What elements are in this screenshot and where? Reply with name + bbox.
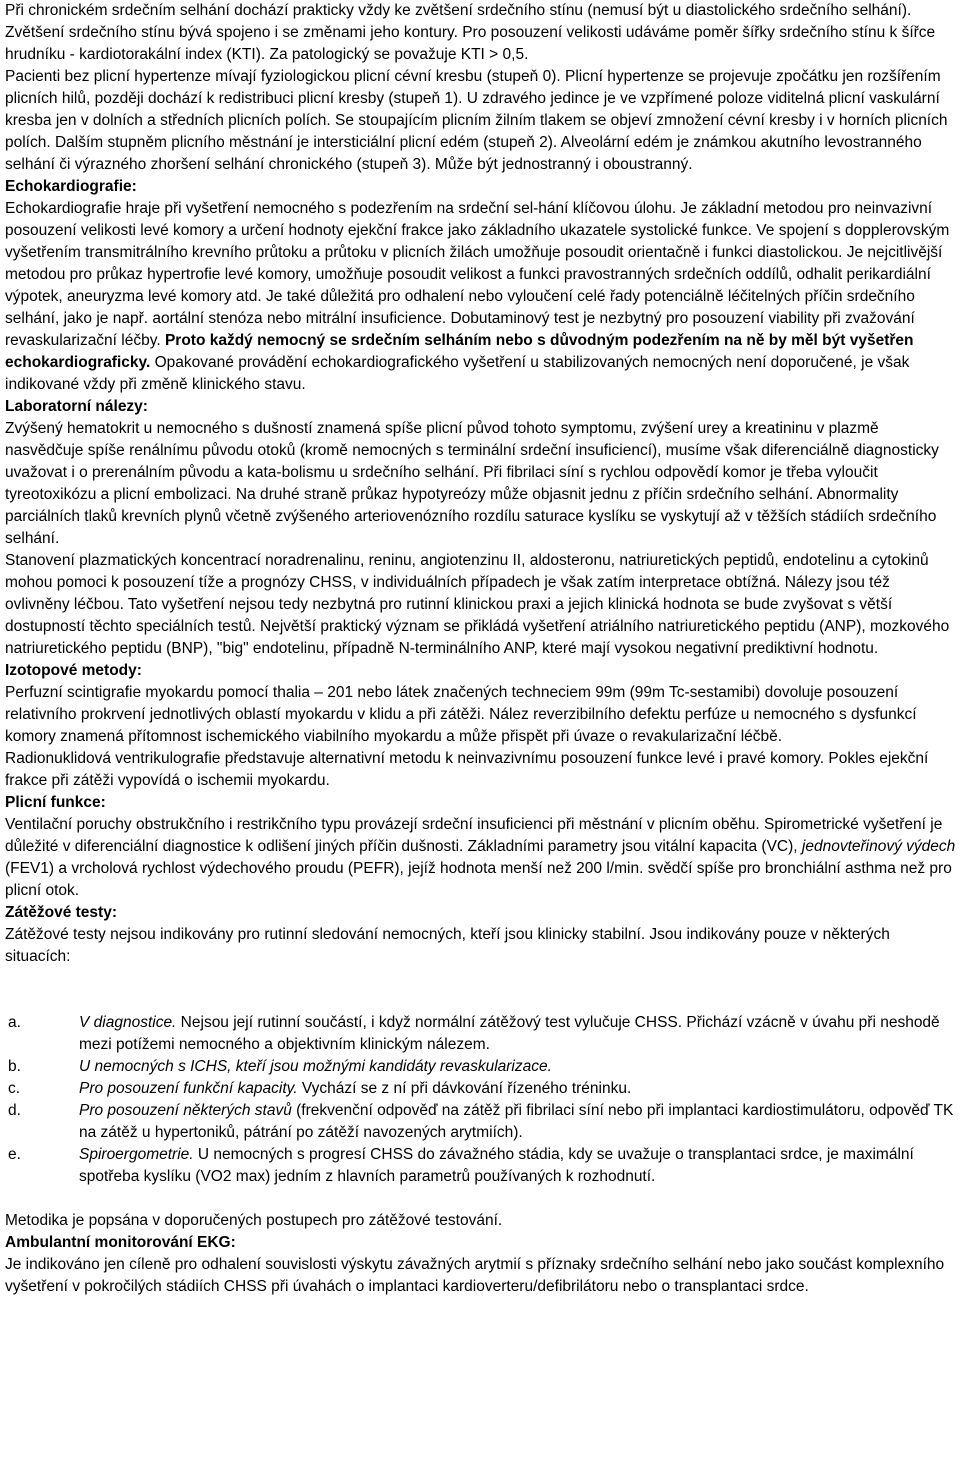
- intro-paragraph-2: Pacienti bez plicní hypertenze mívají fyziologickou plicní cévní kresbu (stupeň 0). Plicní hypertenze se projevuje zpočátku jen rozšířením plicních hilů, později dochází k redistribuci plicní kresby (stupeň 1). U zdravého jedince je ve vzpřímené poloze viditelná plicní vaskulární kresba jen v dolních a středních plicních polích. Se stoupajícím plicním žilním tlakem se objeví zmnožení cévní kresby i v horních plicních polích. Dalším stupněm plicního městnání je intersticiální plicní edém (stupeň 2). Alveolární edém je známkou akutního levostranného selhání či výrazného zhoršení selhání chronického (stupeň 3). Může být jednostranný i oboustranný.: [5, 68, 948, 173]
- list-marker: a.: [8, 1014, 21, 1031]
- list-marker: e.: [8, 1146, 21, 1163]
- list-item: [5, 1144, 956, 1188]
- intro-paragraph-1: Při chronickém srdečním selhání dochází prakticky vždy ke zvětšení srdečního stínu (nemusí být u diastolického srdečního selhání). Zvětšení srdečního stínu bývá spojeno i se změnami jeho kontury. Pro posouzení velikosti udáváme poměr šířky srdečního stínu k šířce hrudníku - kardiotorakální index (KTI). Za patologický se považuje KTI > 0,5.: [5, 2, 936, 63]
- stress-indication-list: [5, 1012, 956, 1188]
- list-marker: b.: [8, 1058, 21, 1075]
- list-item-text: Nejsou její rutinní součástí, i když normální zátěžový test vylučuje CHSS. Přichází vzácně v úvahu při neshodě mezi potížemi nemocného a objektivním klinickým nálezem.: [79, 1014, 940, 1053]
- list-item-italic: Spiroergometrie.: [79, 1146, 194, 1163]
- echo-paragraph: [5, 198, 956, 396]
- lab-paragraph-1: Zvýšený hematokrit u nemocného s dušností znamená spíše plicní původ tohoto symptomu, zvýšení urey a kreatininu v plazmě nasvědčuje spíše renálnímu původu otoků (kromě nemocných s terminální srdeční insuficiencí), musíme však diferenciálně diagnosticky uvažovat i o prerenálním původu a kata-bolismu u srdečního selhání. Při fibrilaci síní s rychlou odpovědí komor je třeba vyloučit tyreotoxikózu a plicní embolizaci. Na druhé straně průkaz hypotyreózy může objasnit jednu z příčin srdečního selhání. Abnormality parciálních tlaků krevních plynů včetně zvýšeného arteriovenózního rozdílu saturace kyslíku se vyskytují až v těžších stádiích srdečního selhání.: [5, 420, 939, 547]
- ekg-paragraph: Je indikováno jen cíleně pro odhalení souvislosti výskytu závažných arytmií s příznaky srdečního selhání nebo jako součást komplexního vyšetření v pokročilých stádiích CHSS při úvahách o implantaci kardioverteru/defibrilátoru nebo o transplantaci srdce.: [5, 1256, 945, 1295]
- list-item: [5, 1078, 956, 1100]
- echo-text-a: Echokardiografie hraje při vyšetření nemocného s podezřením na srdeční sel-hání klíčovou úlohu. Je základní metodou pro neinvazivní posouzení velikosti levé komory a určení hodnoty ejekční frakce jako základního ukazatele systolické funkce. Ve spojení s dopplerovským vyšetřením transmitrálního krevního průtoku a průtoku v plicních žilách umožňuje posoudit orientačně i funkci diastolickou. Je nejcitlivější metodou pro průkaz hypertrofie levé komory, umožňuje posoudit velikost a funkci pravostranných srdečních oddílů, odhalit perikardiální výpotek, aneuryzma levé komory atd. Je také důležitá pro odhalení nebo vyloučení celé řady potenciálně léčitelných příčin srdečního selhání, jako je např. aortální stenóza nebo mitrální insuficience. Dobutaminový test je nezbytný pro posouzení viability při zvažování revaskularizační léčby.: [5, 200, 950, 349]
- list-item: [5, 1100, 956, 1144]
- list-item-text: Vychází se z ní při dávkování řízeného tréninku.: [297, 1080, 632, 1097]
- list-item: [5, 1056, 956, 1078]
- iso-paragraph-1: Perfuzní scintigrafie myokardu pomocí thalia – 201 nebo látek značených techneciem 99m (99m Tc-sestamibi) dovoluje posouzení relativního prokrvení jednotlivých oblastí myokardu v klidu a při zátěži. Nález reverzibilního defektu perfúze u nemocného s dysfunkcí komory znamená přítomnost ischemického viabilního myokardu a může přispět při úvaze o revakularizační léčbě.: [5, 684, 917, 745]
- lung-heading: Plicní funkce:: [5, 794, 106, 811]
- lung-text-a: Ventilační poruchy obstrukčního i restrikčního typu provázejí srdeční insuficienci při městnání v plicním oběhu. Spirometrické vyšetření je důležité v diferenciální diagnostice k odlišení jiných příčin dušnosti. Základními parametry jsou vitální kapacita (VC),: [5, 816, 943, 855]
- document-page: [5, 0, 956, 1298]
- list-item: [5, 1012, 956, 1056]
- lung-paragraph: [5, 814, 956, 902]
- list-marker: d.: [8, 1102, 21, 1119]
- list-marker: c.: [8, 1080, 21, 1097]
- echo-text-b: Opakované provádění echokardiografického vyšetření u stabilizovaných nemocných není doporučené, je však indikované vždy při změně klinického stavu.: [5, 354, 910, 393]
- list-item-italic: Pro posouzení některých stavů: [79, 1102, 292, 1119]
- lab-heading: Laboratorní nálezy:: [5, 398, 148, 415]
- list-item-italic: Pro posouzení funkční kapacity.: [79, 1080, 298, 1097]
- list-item-italic: V diagnostice.: [79, 1014, 177, 1031]
- echo-heading: Echokardiografie:: [5, 178, 137, 195]
- stress-intro: Zátěžové testy nejsou indikovány pro rutinní sledování nemocných, kteří jsou klinicky stabilní. Jsou indikovány pouze v některých situacích:: [5, 926, 890, 965]
- ekg-heading: Ambulantní monitorování EKG:: [5, 1234, 236, 1251]
- iso-heading: Izotopové metody:: [5, 662, 142, 679]
- echo-text-bold: Proto každý nemocný se srdečním selháním nebo s důvodným podezřením na ně by měl být vyšetřen echokardiograficky.: [5, 332, 914, 371]
- lung-text-italic: jednovteřinový výdech: [801, 838, 956, 855]
- list-item-text: (frekvenční odpověď na zátěž při fibrilaci síní nebo při implantaci kardiostimulátoru, odpověď TK na zátěž u hypertoniků, pátrání po zátěží navozených arytmiích).: [79, 1102, 954, 1141]
- stress-method-note: Metodika je popsána v doporučených postupech pro zátěžové testování.: [5, 1212, 503, 1229]
- lung-text-b: (FEV1) a vrcholová rychlost výdechového proudu (PEFR), jejíž hodnota menší než 200 l/min. svědčí spíše pro bronchiální asthma než pro plicní otok.: [5, 860, 952, 899]
- lab-paragraph-2: Stanovení plazmatických koncentrací noradrenalinu, reninu, angiotenzinu II, aldosteronu, natriuretických peptidů, endotelinu a cytokinů mohou pomoci k posouzení tíže a prognózy CHSS, v individuálních případech je však zatím interpretace obtížná. Nálezy jsou též ovlivněny léčbou. Tato vyšetření nejsou tedy nezbytná pro rutinní klinickou praxi a jejich klinická hodnota se bude zvyšovat s větší dostupností těchto speciálních testů. Největší praktický význam se přikládá vyšetření atriálního natriuretického peptidu (ANP), mozkového natriuretického peptidu (BNP), "big" endotelinu, případně N-terminálního ANP, které mají vysokou negativní prediktivní hodnotu.: [5, 552, 950, 657]
- iso-paragraph-2: Radionuklidová ventrikulografie představuje alternativní metodu k neinvazivnímu posouzení funkce levé i pravé komory. Pokles ejekční frakce při zátěži vypovídá o ischemii myokardu.: [5, 750, 929, 789]
- stress-heading: Zátěžové testy:: [5, 904, 117, 921]
- list-item-text: U nemocných s progresí CHSS do závažného stádia, kdy se uvažuje o transplantaci srdce, je maximální spotřeba kyslíku (VO2 max) jedním z hlavních parametrů používaných k rozhodnutí.: [79, 1146, 914, 1185]
- list-item-italic: U nemocných s ICHS, kteří jsou možnými kandidáty revaskularizace.: [79, 1058, 552, 1075]
